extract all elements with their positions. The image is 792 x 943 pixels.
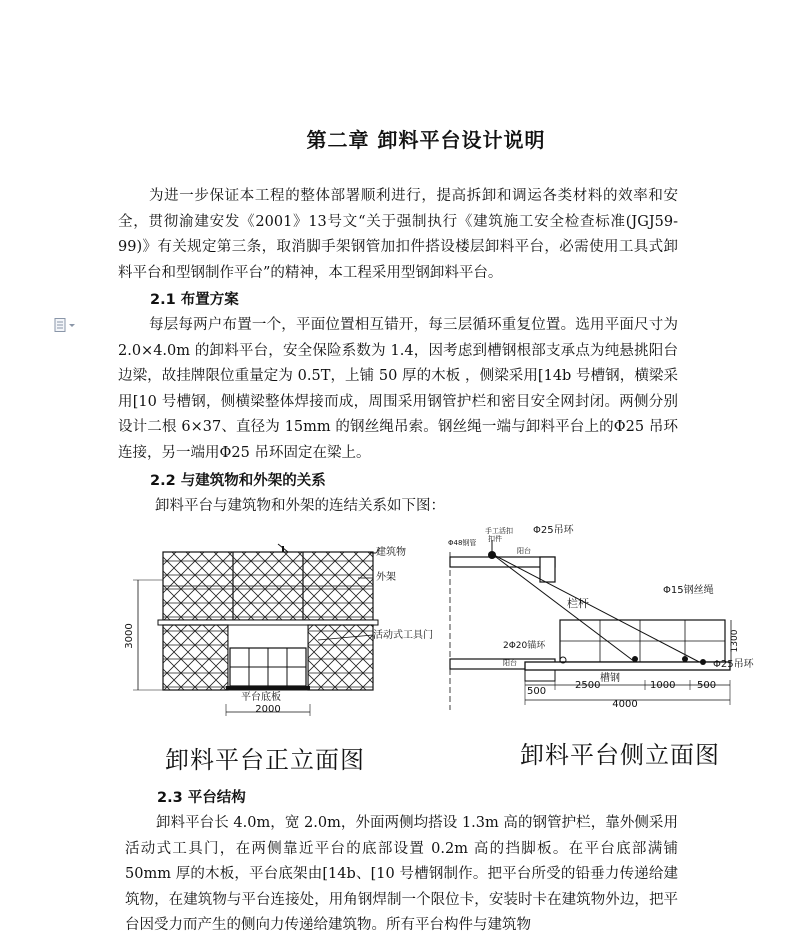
side-elevation-figure	[445, 520, 765, 710]
label-clamp2: 扣件	[488, 535, 502, 543]
label-rail-height: 1300	[730, 629, 740, 653]
label-balcony-lower: 阳台	[503, 659, 517, 667]
label-rope: Φ15钢丝绳	[663, 585, 714, 596]
dim-4000: 4000	[612, 699, 638, 710]
label-scaffold: 外架	[376, 572, 396, 583]
document-icon[interactable]	[54, 318, 78, 332]
front-elevation-figure	[118, 540, 433, 720]
front-figure-caption: 卸料平台正立面图	[165, 746, 365, 774]
label-clamp: 手工活扣	[485, 527, 513, 535]
label-door: 活动式工具门	[373, 630, 433, 641]
label-pipe: Φ48钢管	[448, 539, 477, 547]
label-height: 3000	[124, 623, 135, 649]
label-balcony: 阳台	[517, 547, 531, 555]
dim-1000: 1000	[650, 680, 676, 691]
section-text-2-3: 卸料平台长 4.0m，宽 2.0m，外面两侧均搭设 1.3m 高的钢管护栏，靠外侧采用活动式工具门，在两侧靠近平台的底部设置 0.2m 高的挡脚板。在平台底部满铺 50mm 厚的木板，平台底架由[14b、[10 号槽钢制作。把平台所受的铅垂力传递给建筑物，在建筑物与平台连接处，用角钢焊制一个限位卡，安装时卡在建筑物外边，把平台因受力而产生的侧向力传递给建筑物。所有平台构件与建筑物	[125, 815, 678, 933]
label-width: 2000	[255, 704, 281, 715]
label-base: 平台底板	[241, 692, 281, 703]
label-ring-top: Φ25吊环	[533, 525, 574, 536]
section-heading-2-2: 2.2 与建筑物和外架的关系	[150, 473, 326, 489]
label-ring-bottom: Φ25吊环	[713, 659, 754, 670]
dim-500-left: 500	[527, 686, 547, 697]
label-building: 建筑物	[376, 547, 406, 558]
dim-500-right: 500	[697, 680, 717, 691]
section-text-2-1: 每层每两户布置一个，平面位置相互错开，每三层循环重复位置。选用平面尺寸为 2.0×4.0m 的卸料平台，安全保险系数为 1.4，因考虑到槽钢根部支承点为纯悬挑阳台边梁，故挂牌限位重量定为 0.5T，上铺 50 厚的木板 ，侧梁采用[14b 号槽钢，横梁采用[10 号槽钢，侧横梁整体焊接而成，周围采用钢管护栏和密目安全网封闭。两侧分别设计二根 6×37、直径为 15mm 的钢丝绳吊索。钢丝绳一端与卸料平台上的Φ25 吊环连接，另一端用Φ25 吊环固定在梁上。	[118, 317, 678, 461]
label-anchor: 2Φ20锚环	[503, 641, 546, 651]
section-text-2-2: 卸料平台与建筑物和外架的连结关系如下图：	[155, 498, 445, 514]
label-rail: 栏杆	[567, 597, 589, 610]
label-channel: 槽钢	[600, 673, 620, 684]
page-title: 第二章 卸料平台设计说明	[306, 128, 546, 152]
dim-2500: 2500	[575, 680, 601, 691]
intro-paragraph: 为进一步保证本工程的整体部署顺利进行，提高拆卸和调运各类材料的效率和安全，贯彻渝建安发《2001》13号文“关于强制执行《建筑施工安全检查标准(JGJ59-99)》有关规定第三条，取消脚手架钢管加扣件搭设楼层卸料平台，必需使用工具式卸料平台和型钢制作平台”的精神，本工程采用型钢卸料平台。	[118, 188, 678, 281]
section-heading-2-1: 2.1 布置方案	[150, 292, 239, 308]
section-heading-2-3: 2.3 平台结构	[157, 790, 246, 806]
side-figure-caption: 卸料平台侧立面图	[520, 741, 720, 769]
